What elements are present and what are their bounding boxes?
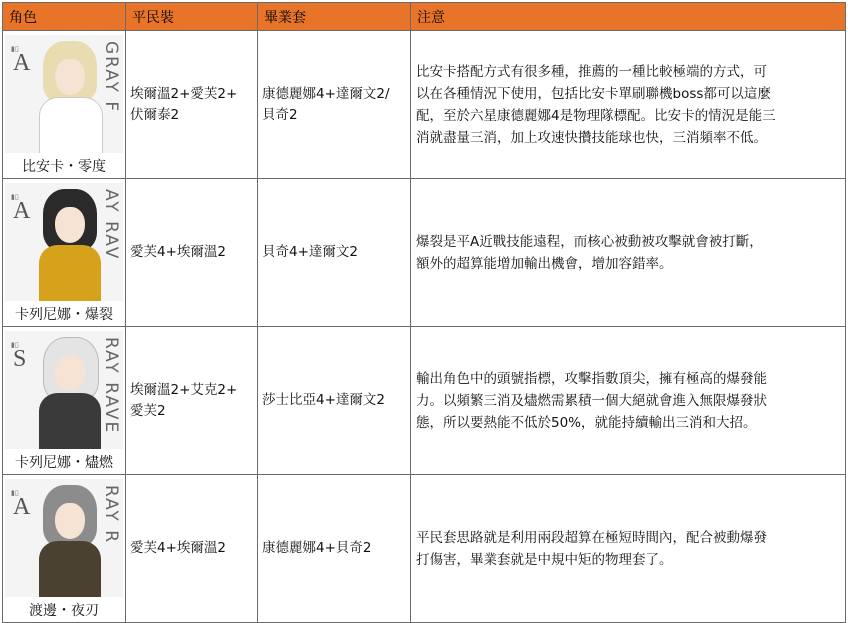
notes-line: 配，至於六星康德麗娜4是物理隊標配。比安卡的情況是能三 (416, 107, 776, 124)
header-graduate-set: 畢業套 (258, 3, 411, 31)
character-name: 卡列尼娜・燼燃 (15, 455, 113, 471)
graduate-set-cell (258, 179, 411, 327)
notes-line: 比安卡搭配方式有很多種，推薦的一種比較極端的方式，可 (416, 63, 767, 80)
rank-icon: ▮▯ (11, 341, 19, 349)
budget-line: 伏爾泰2 (130, 106, 180, 123)
notes-line: 平民套思路就是利用兩段超算在極短時間內，配合被動爆發 (416, 529, 767, 546)
character-cell (3, 327, 126, 475)
grade-letter: A (13, 198, 31, 224)
notes-line: 力。以頻繁三消及燼燃需累積一個大絕就會進入無限爆發狀 (416, 392, 767, 409)
character-portrait (5, 479, 123, 597)
table-row (3, 31, 846, 179)
notes-line: 消就盡量三消，加上攻速快攢技能球也快，三消頻率不低。 (416, 129, 767, 146)
portrait-vertical-text: AY RAV (101, 189, 121, 261)
graduate-set-cell (258, 327, 411, 475)
header-notes: 注意 (411, 3, 846, 31)
table-row (3, 475, 846, 623)
graduate-line: 莎士比亞4+達爾文2 (262, 392, 385, 408)
budget-line: 埃爾溫2+愛芙2+ (130, 85, 238, 102)
rank-icon: ▮▯ (11, 45, 19, 53)
notes-line: 打傷害，畢業套就是中規中矩的物理套了。 (416, 551, 673, 568)
notes-cell (411, 327, 846, 475)
rank-icon: ▮▯ (11, 193, 19, 201)
portrait-vertical-text: GRAY F (101, 41, 121, 114)
rank-icon: ▮▯ (11, 489, 19, 497)
header-budget-set: 平民裝 (126, 3, 258, 31)
graduate-line: 貝奇2 (262, 106, 298, 123)
portrait-body (39, 393, 101, 449)
character-cell (3, 179, 126, 327)
graduate-set-cell (258, 475, 411, 623)
budget-line: 埃爾溫2+艾克2+ (130, 381, 238, 398)
character-portrait (5, 331, 123, 449)
budget-line: 愛芙4+埃爾溫2 (130, 540, 226, 556)
character-name: 渡邊・夜刃 (29, 603, 99, 619)
notes-line: 爆裂是平A近戰技能遠程，而核心被動被攻擊就會被打斷， (416, 233, 763, 250)
header-row (3, 3, 846, 31)
character-portrait (5, 183, 123, 301)
notes-line: 額外的超算能增加輸出機會，增加容錯率。 (416, 255, 673, 272)
graduate-line: 康德麗娜4+達爾文2/ (262, 85, 390, 102)
notes-cell (411, 31, 846, 179)
build-table (2, 2, 846, 623)
notes-line: 以在各種情況下使用，包括比安卡單刷聯機boss都可以這麼 (416, 85, 771, 102)
character-cell (3, 475, 126, 623)
graduate-line: 康德麗娜4+貝奇2 (262, 540, 372, 556)
portrait-face (55, 355, 85, 391)
notes-line: 輸出角色中的頭號指標，攻擊指數頂尖，擁有極高的爆發能 (416, 370, 767, 387)
graduate-set-cell (258, 31, 411, 179)
portrait-vertical-text: RAY RAVE (101, 337, 121, 435)
portrait-face (55, 503, 85, 539)
budget-set-cell (126, 475, 258, 623)
portrait-face (55, 207, 85, 243)
budget-set-cell (126, 327, 258, 475)
grade-letter: S (13, 346, 27, 372)
table-row (3, 179, 846, 327)
budget-set-cell (126, 31, 258, 179)
table-row (3, 327, 846, 475)
budget-line: 愛芙4+埃爾溫2 (130, 244, 226, 260)
portrait-face (55, 59, 85, 95)
portrait-body (39, 541, 101, 597)
character-name: 比安卡・零度 (22, 159, 106, 175)
character-portrait (5, 35, 123, 153)
character-name: 卡列尼娜・爆裂 (15, 307, 113, 323)
notes-cell (411, 179, 846, 327)
portrait-vertical-text: RAY R (101, 485, 121, 545)
character-cell (3, 31, 126, 179)
budget-line: 愛芙2 (130, 402, 166, 419)
notes-cell (411, 475, 846, 623)
grade-letter: A (13, 50, 31, 76)
graduate-line: 貝奇4+達爾文2 (262, 244, 358, 260)
grade-letter: A (13, 494, 31, 520)
budget-set-cell (126, 179, 258, 327)
notes-line: 態，所以要熱能不低於50%，就能持續輸出三消和大招。 (416, 414, 757, 431)
portrait-body (39, 245, 101, 301)
header-character: 角色 (3, 3, 126, 31)
portrait-body (39, 97, 103, 153)
